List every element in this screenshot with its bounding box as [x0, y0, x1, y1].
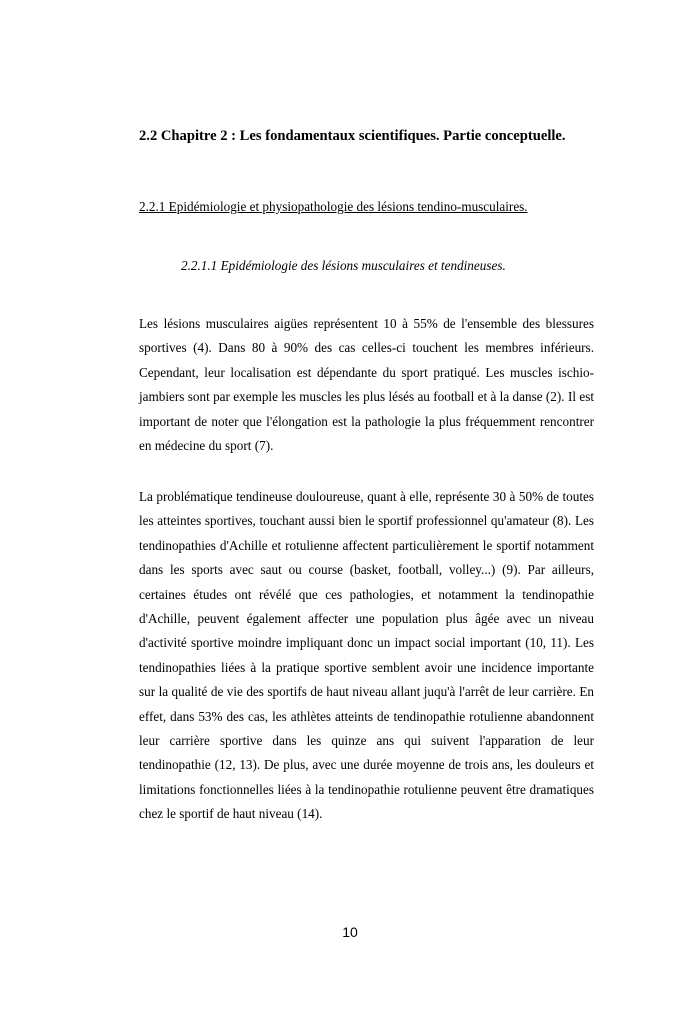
section-heading: 2.2.1 Epidémiologie et physiopathologie des lésions tendino-musculaires. — [139, 199, 528, 214]
chapter-heading: 2.2 Chapitre 2 : Les fondamentaux scientifiques. Partie conceptuelle. — [139, 128, 566, 144]
subsection-heading: 2.2.1.1 Epidémiologie des lésions musculaires et tendineuses. — [181, 258, 506, 273]
paragraph-muscle-injuries: Les lésions musculaires aigües représentent 10 à 55% de l'ensemble des blessures sportives (4). Dans 80 à 90% des cas celles-ci touchent les membres inférieurs. Cependant, leur localisation est dépendante du sport pratiqué. Les muscles ischio-jambiers sont par exemple les muscles les plus lésés au football et à la danse (2). Il est important de noter que l'élongation est la pathologie la plus fréquemment rencontrer en médecine du sport (7). — [139, 316, 594, 454]
page-number: 10 — [342, 924, 358, 940]
paragraph-tendon-injuries: La problématique tendineuse douloureuse, quant à elle, représente 30 à 50% de toutes les atteintes sportives, touchant aussi bien le sportif professionnel qu'amateur (8). Les tendinopathies d'Achille et rotulienne affectent particulièrement le sportif notamment dans les sports avec saut ou course (basket, football, volley...) (9). Par ailleurs, certaines études ont révélé que ces pathologies, et notamment la tendinopathie d'Achille, peuvent également affecter une population plus âgée avec un niveau d'activité sportive moindre impliquant donc un impact social important (10, 11). Les tendinopathies liées à la pratique sportive semblent avoir une incidence importante sur la qualité de vie des sportifs de haut niveau allant juqu'à l'arrêt de leur carrière. En effet, dans 53% des cas, les athlètes atteints de tendinopathie rotulienne abandonnent leur carrière sportive dans les quinze ans qui suivent l'apparation de leur tendinopathie (12, 13). De plus, avec une durée moyenne de trois ans, les douleurs et limitations fonctionnelles liées à la tendinopathie rotulienne peuvent être dramatiques chez le sportif de haut niveau (14). — [139, 489, 594, 822]
